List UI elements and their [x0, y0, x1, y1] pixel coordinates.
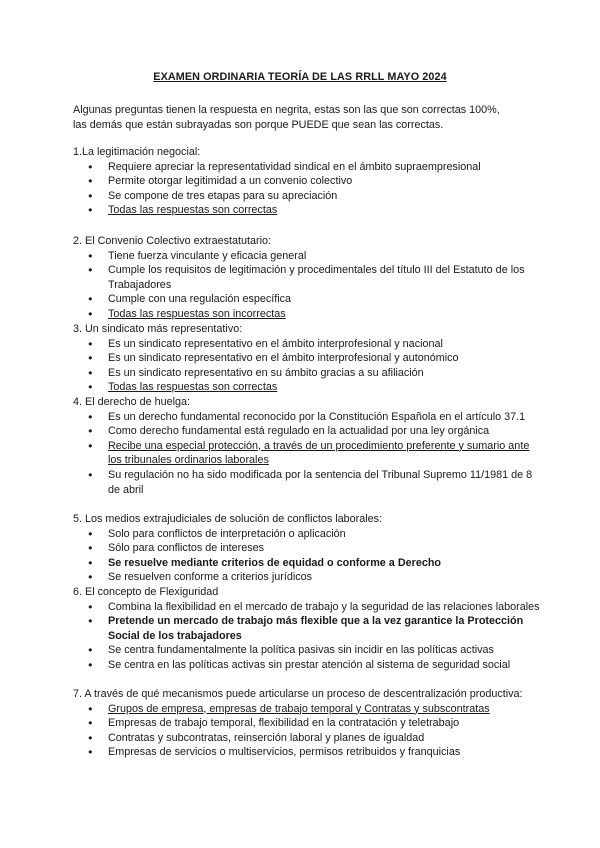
intro-line: las demás que están subrayadas son porque PUEDE que sean las correctas. [73, 119, 444, 131]
option: ● Se resuelven conforme a criterios jurídicos [73, 570, 543, 585]
option-list [73, 410, 543, 498]
question-7 [73, 687, 543, 760]
option: ● Se compone de tres etapas para su apreciación [73, 189, 543, 204]
question-1 [73, 145, 543, 218]
option: ● Se centra fundamentalmente la política pasivas sin incidir en las políticas activas [73, 643, 543, 658]
option: ● Como derecho fundamental está regulado en la actualidad por una ley orgánica [73, 424, 543, 439]
question-4 [73, 395, 543, 497]
option: ● Es un sindicato representativo en el ámbito interprofesional y autonómico [73, 351, 543, 366]
question-text: 7. A través de qué mecanismos puede articularse un proceso de descentralización productiva: [73, 688, 523, 700]
option: ● Empresas de trabajo temporal, flexibilidad en la contratación y teletrabajo [73, 716, 543, 731]
option-list [73, 249, 543, 322]
option: ● Su regulación no ha sido modificada por la sentencia del Tribunal Supremo 11/1981 de 8 de abril [73, 468, 543, 497]
page-title: EXAMEN ORDINARIA TEORÍA DE LAS RRLL MAYO 2024 [153, 71, 447, 83]
option: ● Es un derecho fundamental reconocido por la Constitución Española en el artículo 37.1 [73, 410, 543, 425]
question-2 [73, 234, 543, 322]
option: ● Solo para conflictos de interpretación o aplicación [73, 527, 543, 542]
option: ● Combina la flexibilidad en el mercado de trabajo y la seguridad de las relaciones laborales [73, 600, 543, 615]
option: ● Contratas y subcontratas, reinserción laboral y planes de igualdad [73, 731, 543, 746]
option: ● Se centra en las políticas activas sin prestar atención al sistema de seguridad social [73, 658, 543, 673]
question-text: 1.La legitimación negocial: [73, 146, 201, 158]
option: ● Permite otorgar legitimidad a un convenio colectivo [73, 174, 543, 189]
option-list [73, 600, 543, 673]
option: ● Es un sindicato representativo en el ámbito interprofesional y nacional [73, 337, 543, 352]
intro-line: Algunas preguntas tienen la respuesta en negrita, estas son las que son correctas 100%, [73, 104, 500, 116]
question-text: 6. El concepto de Flexiguridad [73, 586, 219, 598]
option: ● Tiene fuerza vinculante y eficacia general [73, 249, 543, 264]
question-5 [73, 512, 543, 585]
option-underlined: ● Todas las respuestas son correctas [73, 203, 543, 218]
intro-text [73, 103, 543, 133]
question-6 [73, 585, 543, 673]
option: ● Requiere apreciar la representatividad sindical en el ámbito supraempresional [73, 160, 543, 175]
option-underlined: ● Todas las respuestas son incorrectas [73, 307, 543, 322]
option: ● Cumple con una regulación específica [73, 292, 543, 307]
option: ● Empresas de servicios o multiservicios, permisos retribuidos y franquicias [73, 745, 543, 760]
option-list [73, 160, 543, 218]
option-list [73, 527, 543, 585]
option-underlined: ● Grupos de empresa, empresas de trabajo temporal y Contratas y subscontratas [73, 702, 543, 717]
question-text: 4. El derecho de huelga: [73, 396, 191, 408]
option: ● Cumple los requisitos de legitimación y procedimentales del título III del Estatuto de los Trabajadores [73, 263, 543, 292]
question-3 [73, 322, 543, 395]
option-bold: ● Se resuelve mediante criterios de equidad o conforme a Derecho [73, 556, 543, 571]
question-text: 2. El Convenio Colectivo extraestatutario: [73, 235, 272, 247]
option-list [73, 702, 543, 760]
option-underlined: ● Todas las respuestas son correctas [73, 380, 543, 395]
question-text: 5. Los medios extrajudiciales de solución de conflictos laborales: [73, 513, 383, 525]
option-underlined: ● Recibe una especial protección, a través de un procedimiento preferente y sumario ante los tribunales ordinarios laborales [73, 439, 543, 468]
option-list [73, 337, 543, 395]
question-text: 3. Un sindicato más representativo: [73, 323, 243, 335]
option: ● Es un sindicato representativo en su ámbito gracias a su afiliación [73, 366, 543, 381]
option-bold: ● Pretende un mercado de trabajo más flexible que a la vez garantice la Protección Social de los trabajadores [73, 614, 543, 643]
option: ● Sólo para conflictos de intereses [73, 541, 543, 556]
